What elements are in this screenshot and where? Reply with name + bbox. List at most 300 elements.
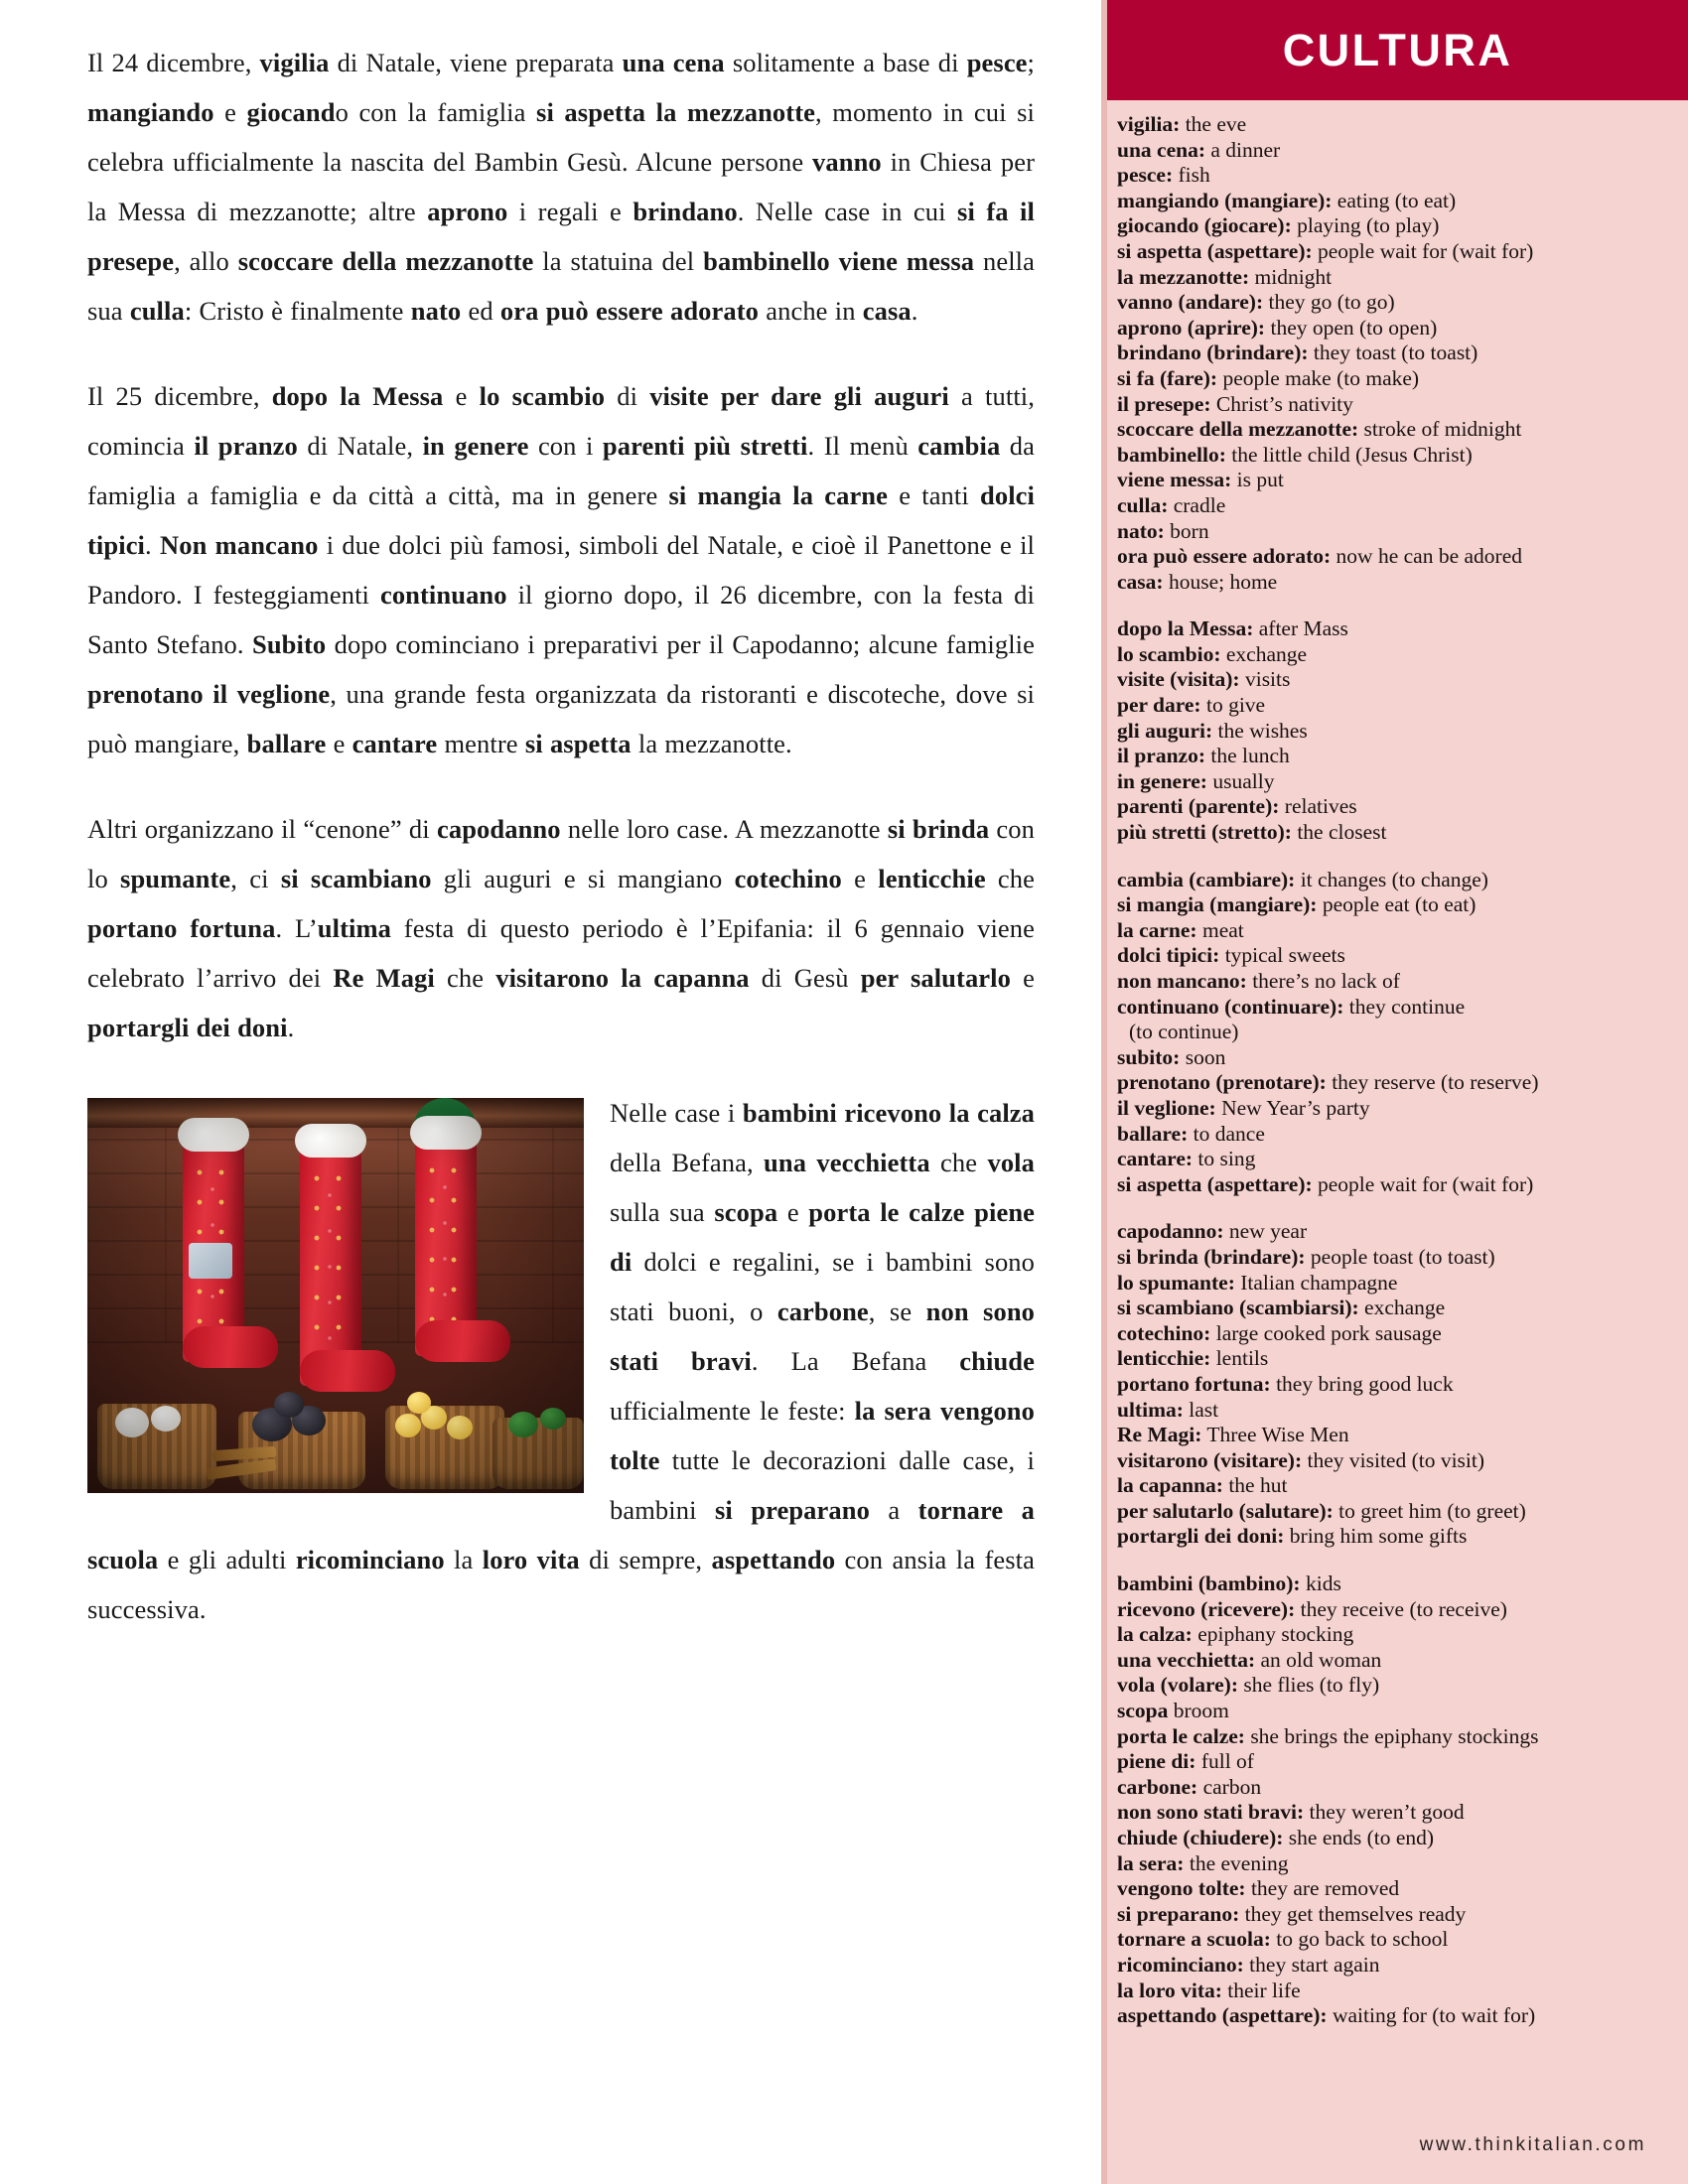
keyword-bold: si mangia la carne xyxy=(668,480,889,510)
keyword-bold: ballare xyxy=(246,729,327,758)
glossary-term: culla: xyxy=(1117,492,1169,517)
glossary-definition: they reserve (to reserve) xyxy=(1326,1070,1539,1095)
glossary-definition: Three Wise Men xyxy=(1201,1423,1349,1447)
glossary-entry xyxy=(1117,544,1674,570)
glossary-term: la capanna: xyxy=(1117,1473,1223,1498)
keyword-bold: capodanno xyxy=(436,814,561,844)
glossary-term: si brinda (brindare): xyxy=(1117,1244,1306,1269)
body-text: . La Befana xyxy=(751,1346,960,1376)
glossary-definition: they toast (to toast) xyxy=(1308,341,1478,365)
glossary-entry xyxy=(1117,642,1674,668)
glossary-definition: after Mass xyxy=(1253,616,1348,641)
body-text: e xyxy=(326,729,352,758)
glossary-term: ballare: xyxy=(1117,1121,1189,1146)
glossary-definition: usually xyxy=(1206,768,1275,793)
glossary-definition: the hut xyxy=(1222,1473,1288,1498)
keyword-bold: la sera vengono tolte xyxy=(610,1396,1035,1475)
glossary-term: si scambiano (scambiarsi): xyxy=(1117,1296,1359,1320)
body-text: i regali e xyxy=(507,197,633,226)
glossary-term: si fa (fare): xyxy=(1117,365,1218,390)
article-paragraph-2 xyxy=(87,371,1035,768)
glossary-entry xyxy=(1117,769,1674,795)
glossary-term: dolci tipici: xyxy=(1117,943,1220,968)
glossary-term: portano fortuna: xyxy=(1117,1371,1271,1396)
glossary-entry xyxy=(1117,1045,1674,1071)
glossary-entry xyxy=(1117,1597,1674,1623)
keyword-bold: aspettando xyxy=(711,1545,836,1574)
glossary-term: aspettando (aspettare): xyxy=(1117,2003,1328,2028)
glossary-definition: people eat (to eat) xyxy=(1317,892,1477,917)
keyword-bold: bambini ricevono la calza xyxy=(742,1098,1035,1128)
keyword-bold: culla xyxy=(129,296,185,326)
glossary-term: vola (volare): xyxy=(1117,1673,1238,1698)
body-text: ed xyxy=(461,296,500,326)
glossary-entry xyxy=(1117,1147,1674,1172)
glossary-definition: lentils xyxy=(1210,1346,1269,1371)
keyword-bold: si preparano xyxy=(714,1495,870,1525)
glossary-term: si mangia (mangiare): xyxy=(1117,892,1318,917)
keyword-bold: casa xyxy=(862,296,912,326)
article-paragraph-3 xyxy=(87,804,1035,1052)
keyword-bold: nato xyxy=(410,296,462,326)
body-text: che xyxy=(929,1148,988,1177)
glossary-term: si preparano: xyxy=(1117,1901,1240,1926)
body-text: mentre xyxy=(437,729,525,758)
glossary-entry xyxy=(1117,1775,1674,1801)
glossary-term: prenotano (prenotare): xyxy=(1117,1070,1327,1095)
glossary-term: in genere: xyxy=(1117,768,1207,793)
keyword-bold: in genere xyxy=(422,431,529,461)
keyword-bold: ora può essere adorato xyxy=(499,296,760,326)
glossary-definition: people make (to make) xyxy=(1217,365,1420,390)
glossary-term: pesce: xyxy=(1117,163,1174,188)
body-text: , ci xyxy=(230,864,281,893)
glossary-entry xyxy=(1117,1622,1674,1648)
glossary-definition: it changes (to change) xyxy=(1295,867,1488,891)
body-text: a xyxy=(869,1495,918,1525)
glossary-definition: typical sweets xyxy=(1219,943,1345,968)
glossary-term: dopo la Messa: xyxy=(1117,616,1254,641)
glossary-term: cantare: xyxy=(1117,1147,1194,1171)
glossary-term: vigilia: xyxy=(1117,112,1181,136)
glossary-term: la carne: xyxy=(1117,917,1197,942)
keyword-bold: portano fortuna xyxy=(87,913,276,943)
glossary-entry xyxy=(1117,1648,1674,1674)
glossary-entry xyxy=(1117,943,1674,969)
glossary-term: si aspetta (aspettare): xyxy=(1117,238,1313,263)
glossary-entry xyxy=(1117,443,1674,469)
keyword-bold: loro vita xyxy=(482,1545,580,1574)
keyword-bold: dolci tipici xyxy=(87,480,1035,560)
glossary-term: il presepe: xyxy=(1117,391,1211,416)
glossary-definition: eating (to eat) xyxy=(1332,188,1457,212)
glossary-definition: an old woman xyxy=(1255,1647,1382,1672)
glossary-term: parenti (parente): xyxy=(1117,794,1280,819)
body-text: da famiglia a famiglia e da città a città, ma in genere xyxy=(87,431,1035,510)
keyword-bold: si aspetta xyxy=(524,729,632,758)
glossary-term: il veglione: xyxy=(1117,1095,1216,1120)
keyword-bold: vanno xyxy=(812,147,882,177)
glossary-entry xyxy=(1117,341,1674,366)
glossary-term: capodanno: xyxy=(1117,1219,1224,1244)
glossary-entry xyxy=(1117,1724,1674,1750)
keyword-bold: parenti più stretti xyxy=(602,431,808,461)
glossary-definition: relatives xyxy=(1279,794,1357,819)
glossary-definition: Italian champagne xyxy=(1234,1270,1398,1295)
glossary-definition: visits xyxy=(1239,667,1291,692)
glossary-term: brindano (brindare): xyxy=(1117,341,1309,365)
glossary-entry xyxy=(1117,392,1674,418)
body-text: e xyxy=(841,864,879,893)
glossary-entry xyxy=(1117,1979,1674,2004)
keyword-bold: cotechino xyxy=(734,864,842,893)
glossary-definition: soon xyxy=(1180,1044,1226,1069)
glossary-definition: she ends (to end) xyxy=(1283,1826,1435,1849)
glossary-term: non sono stati bravi: xyxy=(1117,1800,1305,1825)
glossary-term: una cena: xyxy=(1117,137,1205,162)
keyword-bold: porta le calze piene di xyxy=(610,1197,1036,1277)
glossary-list xyxy=(1107,100,1688,2029)
glossary-term: casa: xyxy=(1117,569,1164,594)
glossary-definition: to sing xyxy=(1193,1147,1256,1171)
glossary-entry xyxy=(1117,189,1674,214)
body-text: ; xyxy=(1027,48,1036,77)
body-text: di sempre, xyxy=(579,1545,712,1574)
glossary-term: lo scambio: xyxy=(1117,641,1221,666)
glossary-definition: to greet him (to greet) xyxy=(1333,1498,1526,1523)
keyword-bold: ultima xyxy=(317,913,391,943)
body-text: , momento in cui si celebra ufficialmente la nascita del Bambin Gesù. Alcune persone xyxy=(87,97,1035,177)
glossary-definition: the closest xyxy=(1291,820,1387,845)
glossary-definition: they start again xyxy=(1243,1952,1380,1977)
keyword-bold: lenticchie xyxy=(878,864,986,893)
glossary-term: scopa xyxy=(1117,1699,1169,1723)
glossary-term: ultima: xyxy=(1117,1397,1184,1422)
glossary-entry xyxy=(1117,1851,1674,1877)
glossary-entry xyxy=(1117,112,1674,138)
glossary-definition: new year xyxy=(1223,1219,1308,1244)
glossary-term: cotechino: xyxy=(1117,1320,1211,1345)
glossary-entry xyxy=(1117,1122,1674,1148)
glossary-term: vengono tolte: xyxy=(1117,1876,1246,1901)
glossary-definition: she flies (to fly) xyxy=(1238,1673,1380,1698)
glossary-entry xyxy=(1117,417,1674,443)
body-text: che xyxy=(985,864,1035,893)
glossary-term: si aspetta (aspettare): xyxy=(1117,1171,1313,1196)
body-text: . xyxy=(287,1013,295,1042)
glossary-entry xyxy=(1117,918,1674,944)
keyword-bold: tornare a scuola xyxy=(87,1495,1035,1574)
glossary-entry xyxy=(1117,366,1674,392)
glossary-term: bambini (bambino): xyxy=(1117,1571,1301,1596)
body-text: . xyxy=(911,296,918,326)
glossary-definition: the eve xyxy=(1180,112,1247,136)
glossary-entry xyxy=(1117,1321,1674,1347)
glossary-definition: to give xyxy=(1200,693,1266,718)
glossary-term: visitarono (visitare): xyxy=(1117,1447,1303,1472)
glossary-term: una vecchietta: xyxy=(1117,1647,1256,1672)
glossary-definition: Christ’s nativity xyxy=(1210,391,1353,416)
glossary-term: carbone: xyxy=(1117,1774,1198,1799)
glossary-entry xyxy=(1117,820,1674,846)
glossary-term: portargli dei doni: xyxy=(1117,1524,1285,1549)
glossary-entry xyxy=(1117,1673,1674,1699)
glossary-definition: carbon xyxy=(1197,1774,1262,1799)
glossary-entry xyxy=(1117,616,1674,642)
glossary-entry xyxy=(1117,290,1674,316)
glossary-definition: broom xyxy=(1168,1699,1229,1723)
glossary-group xyxy=(1117,868,1674,1198)
glossary-definition: they visited (to visit) xyxy=(1302,1447,1485,1472)
glossary-term: chiude (chiudere): xyxy=(1117,1826,1284,1849)
glossary-header xyxy=(1107,0,1688,100)
glossary-group xyxy=(1117,1571,1674,2029)
glossary-definition: the wishes xyxy=(1212,718,1308,743)
body-text: . xyxy=(145,530,160,560)
glossary-definition: now he can be adored xyxy=(1331,544,1522,569)
glossary-term: gli auguri: xyxy=(1117,718,1213,743)
glossary-definition: stroke of midnight xyxy=(1358,417,1522,442)
body-text: anche in xyxy=(759,296,863,326)
glossary-entry xyxy=(1117,2003,1674,2029)
keyword-bold: si fa il presepe xyxy=(87,197,1035,276)
keyword-bold: pesce xyxy=(966,48,1028,77)
glossary-definition: there’s no lack of xyxy=(1246,969,1400,993)
glossary-definition: they continue xyxy=(1343,994,1466,1019)
body-text: nelle loro case. A mezzanotte xyxy=(560,814,888,844)
glossary-entry xyxy=(1117,1953,1674,1979)
keyword-bold: dopo la Messa xyxy=(271,381,444,411)
keyword-bold: il pranzo xyxy=(194,431,298,461)
keyword-bold: ricominciano xyxy=(295,1545,445,1574)
glossary-entry xyxy=(1117,1346,1674,1372)
glossary-entry xyxy=(1117,1423,1674,1448)
photo-vignette xyxy=(87,1098,584,1493)
article-paragraph-1 xyxy=(87,38,1035,336)
keyword-bold: visite per dare gli auguri xyxy=(649,381,949,411)
glossary-definition: they weren’t good xyxy=(1304,1800,1465,1825)
keyword-bold: mangiando xyxy=(87,97,214,127)
keyword-bold: portargli dei doni xyxy=(87,1013,288,1042)
glossary-term: viene messa: xyxy=(1117,468,1232,492)
glossary-term: bambinello: xyxy=(1117,442,1226,467)
keyword-bold: una cena xyxy=(622,48,725,77)
christmas-stockings-photo xyxy=(87,1098,584,1493)
glossary-term: Re Magi: xyxy=(1117,1423,1202,1447)
body-text: con i xyxy=(528,431,603,461)
glossary-entry xyxy=(1117,1296,1674,1321)
glossary-entry xyxy=(1117,316,1674,341)
body-text: o con la famiglia xyxy=(335,97,537,127)
body-text: nella sua xyxy=(87,246,1035,326)
glossary-entry xyxy=(1117,1800,1674,1826)
glossary-definition: they receive (to receive) xyxy=(1295,1596,1507,1621)
glossary-accent-edge xyxy=(1101,0,1107,2184)
glossary-definition: midnight xyxy=(1249,264,1333,289)
glossary-entry xyxy=(1117,163,1674,189)
glossary-entry xyxy=(1117,1219,1674,1245)
glossary-group xyxy=(1117,616,1674,845)
glossary-entry xyxy=(1117,1398,1674,1424)
body-text: e xyxy=(1010,963,1035,993)
glossary-definition: they open (to open) xyxy=(1265,315,1438,340)
keyword-bold: cantare xyxy=(352,729,438,758)
glossary-term: ricominciano: xyxy=(1117,1952,1244,1977)
glossary-entry xyxy=(1117,468,1674,493)
glossary-definition-continuation: (to continue) xyxy=(1129,1020,1239,1044)
glossary-entry xyxy=(1117,1271,1674,1297)
glossary-term: vanno (andare): xyxy=(1117,290,1264,315)
body-text: Nelle case i xyxy=(610,1098,743,1128)
body-text: che xyxy=(434,963,496,993)
glossary-entry xyxy=(1117,1902,1674,1928)
glossary-term: visite (visita): xyxy=(1117,667,1240,692)
glossary-definition: kids xyxy=(1300,1571,1341,1596)
keyword-bold: lo scambio xyxy=(479,381,606,411)
body-text: . Il menù xyxy=(807,431,918,461)
body-text: Il 24 dicembre, xyxy=(87,48,260,77)
glossary-entry xyxy=(1117,1096,1674,1122)
glossary-definition: the lunch xyxy=(1204,744,1290,768)
glossary-term: lo spumante: xyxy=(1117,1270,1235,1295)
glossary-group xyxy=(1117,1219,1674,1550)
keyword-bold: continuano xyxy=(379,580,507,610)
glossary-entry xyxy=(1117,868,1674,893)
keyword-bold: carbone xyxy=(776,1297,869,1326)
keyword-bold: chiude xyxy=(959,1346,1035,1376)
glossary-definition: people wait for (wait for) xyxy=(1312,1171,1534,1196)
glossary-term: tornare a scuola: xyxy=(1117,1927,1271,1952)
body-text: Altri organizzano il “cenone” di xyxy=(87,814,437,844)
keyword-bold: aprono xyxy=(427,197,508,226)
glossary-term: il pranzo: xyxy=(1117,744,1205,768)
body-text: e xyxy=(443,381,480,411)
glossary-definition: is put xyxy=(1231,468,1284,492)
glossary-white-edge xyxy=(1092,0,1101,2184)
glossary-definition: their life xyxy=(1221,1978,1301,2002)
glossary-term: la loro vita: xyxy=(1117,1978,1222,2002)
glossary-entry xyxy=(1117,1699,1674,1724)
glossary-entry xyxy=(1117,794,1674,820)
glossary-term: la mezzanotte: xyxy=(1117,264,1250,289)
keyword-bold: bambinello viene messa xyxy=(703,246,975,276)
glossary-term: la sera: xyxy=(1117,1850,1185,1875)
keyword-bold: scoccare della mezzanotte xyxy=(237,246,534,276)
body-text: . L’ xyxy=(275,913,318,943)
body-text: festa di questo periodo è l’Epifania: il 6 gennaio viene celebrato l’arrivo dei xyxy=(87,913,1036,993)
glossary-term: continuano (continuare): xyxy=(1117,994,1344,1019)
glossary-definition: born xyxy=(1164,518,1209,543)
glossary-definition: exchange xyxy=(1358,1296,1446,1320)
glossary-definition: full of xyxy=(1196,1749,1254,1774)
glossary-definition: meat xyxy=(1196,917,1244,942)
glossary-entry xyxy=(1117,719,1674,745)
glossary-term: ora può essere adorato: xyxy=(1117,544,1332,569)
body-text: la xyxy=(444,1545,483,1574)
keyword-bold: visitarono la capanna xyxy=(495,963,750,993)
glossary-column xyxy=(1092,0,1688,2184)
glossary-term: nato: xyxy=(1117,518,1165,543)
glossary-entry xyxy=(1117,744,1674,769)
glossary-definition: house; home xyxy=(1163,569,1278,594)
glossary-entry xyxy=(1117,1524,1674,1550)
keyword-bold: una vecchietta xyxy=(764,1148,930,1177)
glossary-definition: people toast (to toast) xyxy=(1305,1244,1495,1269)
body-text: e xyxy=(777,1197,809,1227)
glossary-term: mangiando (mangiare): xyxy=(1117,188,1333,212)
glossary-term: giocando (giocare): xyxy=(1117,213,1292,238)
glossary-entry xyxy=(1117,1571,1674,1597)
body-text: e tanti xyxy=(888,480,981,510)
glossary-definition: they go (to go) xyxy=(1263,290,1395,315)
glossary-entry xyxy=(1117,239,1674,265)
keyword-bold: vola xyxy=(987,1148,1035,1177)
body-text: ufficialmente le feste: xyxy=(610,1396,855,1426)
glossary-term: per salutarlo (salutare): xyxy=(1117,1498,1334,1523)
keyword-bold: non sono stati bravi xyxy=(610,1297,1036,1376)
glossary-entry xyxy=(1117,1245,1674,1271)
keyword-bold: spumante xyxy=(120,864,231,893)
body-text: Il 25 dicembre, xyxy=(87,381,272,411)
glossary-definition: fish xyxy=(1173,163,1210,188)
keyword-bold: per salutarlo xyxy=(860,963,1011,993)
body-text: , allo xyxy=(174,246,238,276)
body-text: e xyxy=(213,97,247,127)
body-text: di Gesù xyxy=(749,963,861,993)
glossary-definition: New Year’s party xyxy=(1215,1095,1370,1120)
glossary-entry xyxy=(1117,570,1674,596)
keyword-bold: prenotano il veglione xyxy=(87,679,331,709)
body-text: : Cristo è finalmente xyxy=(184,296,411,326)
body-text: di Natale, xyxy=(297,431,423,461)
keyword-bold: Subito xyxy=(252,629,327,659)
glossary-definition: the evening xyxy=(1184,1850,1289,1875)
glossary-term: più stretti (stretto): xyxy=(1117,820,1292,845)
glossary-entry xyxy=(1117,667,1674,693)
glossary-term: aprono (aprire): xyxy=(1117,315,1266,340)
glossary-term: scoccare della mezzanotte: xyxy=(1117,417,1359,442)
body-text: , una grande festa organizzata da ristoranti e discoteche, dove si può mangiare, xyxy=(87,679,1035,758)
body-text: gli auguri e si mangiano xyxy=(431,864,735,893)
glossary-entry xyxy=(1117,1172,1674,1198)
glossary-definition: they are removed xyxy=(1245,1876,1400,1901)
keyword-bold: Re Magi xyxy=(333,963,435,993)
glossary-entry xyxy=(1117,693,1674,719)
glossary-entry xyxy=(1117,519,1674,545)
glossary-term: non mancano: xyxy=(1117,969,1247,993)
glossary-entry xyxy=(1117,1372,1674,1398)
glossary-definition: waiting for (to wait for) xyxy=(1327,2003,1536,2028)
keyword-bold: si brinda xyxy=(887,814,990,844)
glossary-definition: exchange xyxy=(1220,641,1308,666)
glossary-entry xyxy=(1117,1876,1674,1902)
keyword-bold: si aspetta la mezzanotte xyxy=(536,97,815,127)
glossary-definition: large cooked pork sausage xyxy=(1210,1320,1442,1345)
glossary-entry xyxy=(1117,138,1674,164)
body-text: di Natale, viene preparata xyxy=(329,48,623,77)
body-text: , se xyxy=(868,1297,926,1326)
glossary-term: per dare: xyxy=(1117,693,1201,718)
keyword-bold: vigilia xyxy=(259,48,330,77)
glossary-entry xyxy=(1117,969,1674,995)
glossary-entry xyxy=(1117,1826,1674,1851)
body-text: dolci e regalini, se i bambini sono stati buoni, o xyxy=(610,1247,1035,1326)
glossary-entry xyxy=(1117,1473,1674,1499)
keyword-bold: cambia xyxy=(917,431,1001,461)
glossary-definition: a dinner xyxy=(1205,137,1281,162)
keyword-bold: giocand xyxy=(246,97,336,127)
glossary-definition: epiphany stocking xyxy=(1192,1622,1354,1647)
